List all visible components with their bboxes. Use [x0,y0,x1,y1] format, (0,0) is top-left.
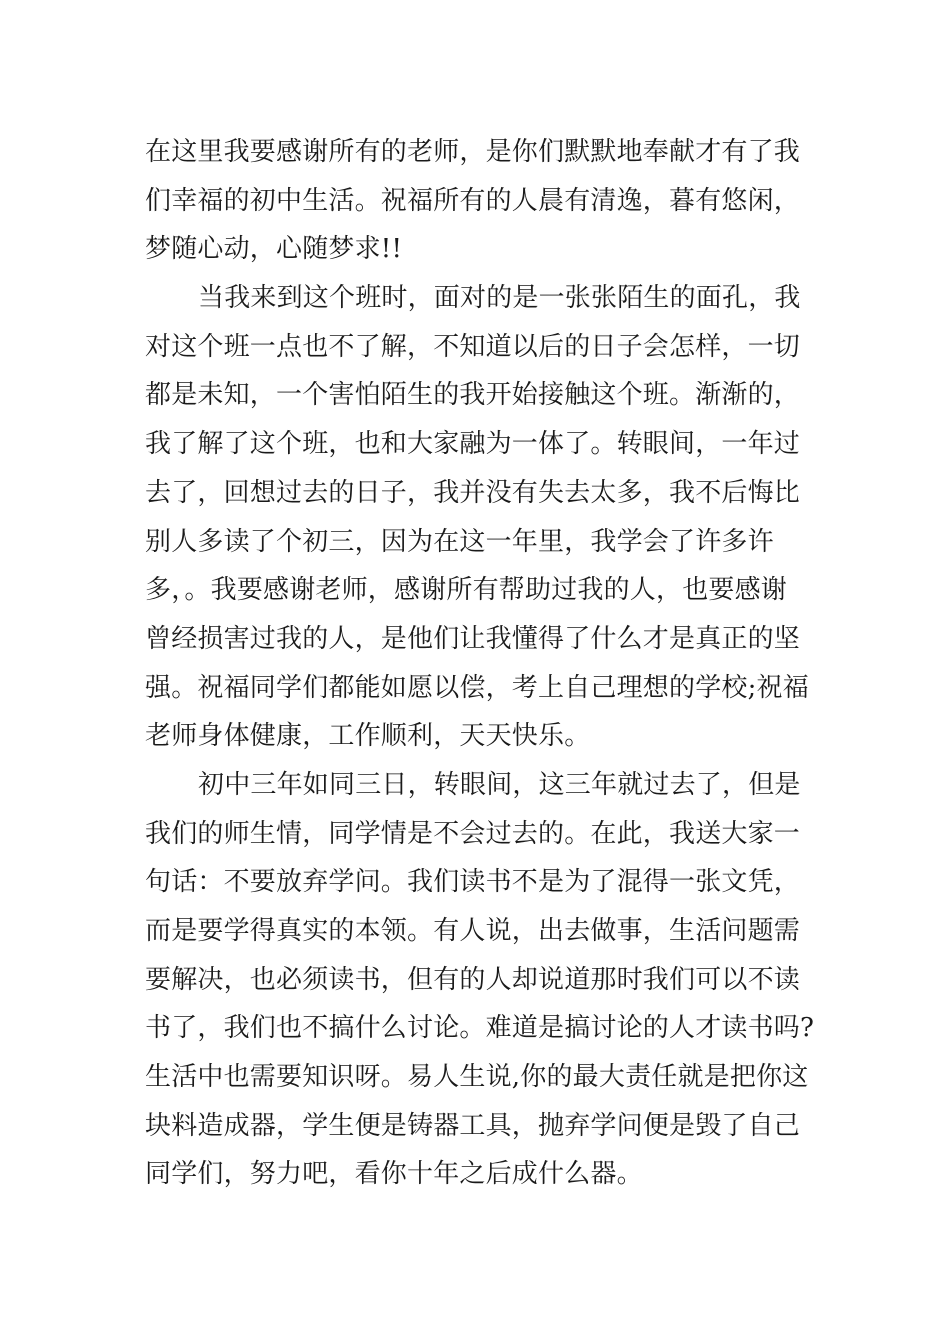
text-line: 当我来到这个班时，面对的是一张张陌生的面孔，我 [198,283,801,314]
text-line: 老师身体健康，工作顺利，天天快乐。 [145,721,591,752]
text-line: 别人多读了个初三，因为在这一年里，我学会了许多许 [145,526,774,557]
text-line: 梦随心动，心随梦求!! [145,234,403,265]
text-line: 在这里我要感谢所有的老师，是你们默默地奉献才有了我 [145,137,801,167]
text-line: 书了，我们也不搞什么讨论。难道是搞讨论的人才读书吗? [145,1013,815,1044]
text-line: 句话：不要放弃学问。我们读书不是为了混得一张文凭， [145,867,801,898]
text-line: 生活中也需要知识呀。易人生说,你的最大责任就是把你这 [145,1062,809,1093]
body-text [145,128,815,1199]
text-line: 初中三年如同三日，转眼间，这三年就过去了，但是 [198,769,801,800]
text-line: 而是要学得真实的本领。有人说，出去做事，生活问题需 [145,916,801,946]
text-line: 都是未知，一个害怕陌生的我开始接触这个班。渐渐的， [145,380,801,411]
text-line: 块料造成器，学生便是铸器工具，抛弃学问便是毁了自己 [145,1110,801,1141]
text-line: 多，。我要感谢老师，感谢所有帮助过我的人，也要感谢 [145,575,788,606]
text-line: 同学们，努力吧，看你十年之后成什么器。 [145,1159,643,1190]
text-line: 要解决，也必须读书，但有的人却说道那时我们可以不读 [145,964,801,995]
text-line: 我了解了这个班，也和大家融为一体了。转眼间，一年过 [145,429,801,460]
text-line: 曾经损害过我的人，是他们让我懂得了什么才是真正的坚 [145,623,801,654]
text-line: 们幸福的初中生活。祝福所有的人晨有清逸，暮有悠闲， [145,185,801,216]
text-line: 去了，回想过去的日子，我并没有失去太多，我不后悔比 [145,477,801,508]
text-line: 对这个班一点也不了解，不知道以后的日子会怎样，一切 [145,331,801,362]
text-line: 强。祝福同学们都能如愿以偿，考上自己理想的学校;祝福 [145,672,809,703]
text-line: 我们的师生情，同学情是不会过去的。在此，我送大家一 [145,818,801,849]
